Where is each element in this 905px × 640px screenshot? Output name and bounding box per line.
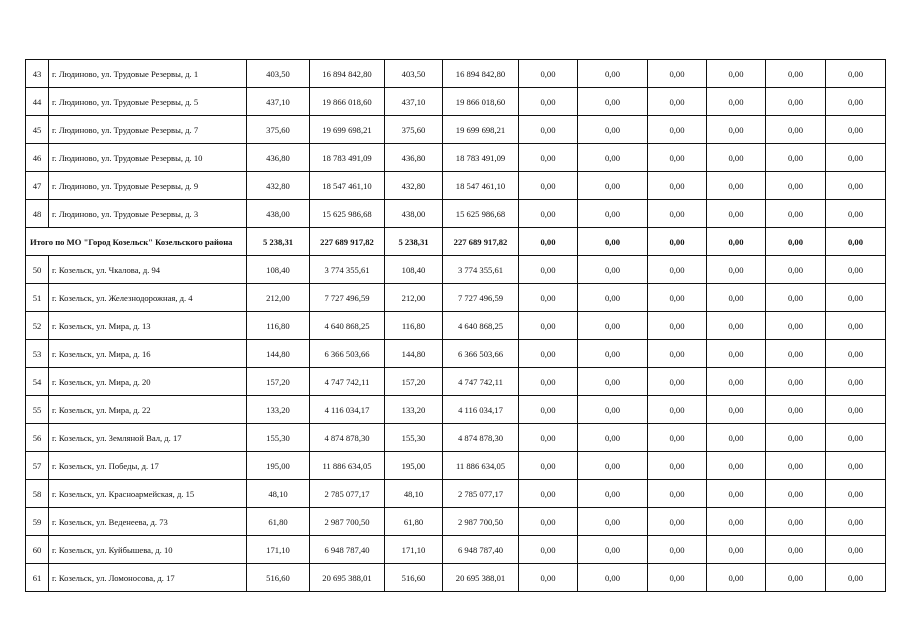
value-cell: 516,60: [385, 564, 443, 592]
value-cell: 19 699 698,21: [443, 116, 519, 144]
value-cell: 4 874 878,30: [443, 424, 519, 452]
value-cell: 0,00: [707, 88, 766, 116]
value-cell: 0,00: [766, 536, 826, 564]
value-cell: 7 727 496,59: [443, 284, 519, 312]
value-cell: 0,00: [766, 564, 826, 592]
row-number-cell: 58: [26, 480, 49, 508]
value-cell: 0,00: [648, 452, 707, 480]
value-cell: 19 866 018,60: [443, 88, 519, 116]
value-cell: 375,60: [385, 116, 443, 144]
value-cell: 0,00: [648, 88, 707, 116]
value-cell: 0,00: [578, 564, 648, 592]
value-cell: 0,00: [707, 536, 766, 564]
value-cell: 0,00: [707, 116, 766, 144]
value-cell: 0,00: [578, 60, 648, 88]
value-cell: 48,10: [247, 480, 310, 508]
value-cell: 3 774 355,61: [310, 256, 385, 284]
value-cell: 0,00: [766, 368, 826, 396]
table-row: [26, 340, 886, 368]
value-cell: 0,00: [766, 508, 826, 536]
value-cell: 48,10: [385, 480, 443, 508]
value-cell: 144,80: [247, 340, 310, 368]
value-cell: 436,80: [385, 144, 443, 172]
address-cell: г. Козельск, ул. Куйбышева, д. 10: [49, 536, 247, 564]
value-cell: 155,30: [385, 424, 443, 452]
value-cell: 0,00: [519, 60, 578, 88]
value-cell: 0,00: [578, 368, 648, 396]
value-cell: 0,00: [826, 172, 886, 200]
address-cell: г. Людиново, ул. Трудовые Резервы, д. 7: [49, 116, 247, 144]
value-cell: 2 785 077,17: [310, 480, 385, 508]
value-cell: 0,00: [766, 172, 826, 200]
row-number-cell: 60: [26, 536, 49, 564]
value-cell: 108,40: [247, 256, 310, 284]
value-cell: 0,00: [766, 312, 826, 340]
value-cell: 0,00: [707, 368, 766, 396]
table-row: [26, 144, 886, 172]
value-cell: 0,00: [648, 536, 707, 564]
value-cell: 0,00: [578, 340, 648, 368]
value-cell: 0,00: [648, 60, 707, 88]
value-cell: 4 116 034,17: [443, 396, 519, 424]
value-cell: 0,00: [707, 340, 766, 368]
value-cell: 0,00: [648, 144, 707, 172]
value-cell: 0,00: [707, 480, 766, 508]
value-cell: 227 689 917,82: [443, 228, 519, 256]
address-cell: г. Козельск, ул. Мира, д. 22: [49, 396, 247, 424]
value-cell: 0,00: [519, 536, 578, 564]
row-number-cell: 59: [26, 508, 49, 536]
value-cell: 0,00: [648, 368, 707, 396]
value-cell: 0,00: [826, 536, 886, 564]
value-cell: 0,00: [707, 60, 766, 88]
table-row: [26, 564, 886, 592]
value-cell: 116,80: [385, 312, 443, 340]
table-row: [26, 368, 886, 396]
address-cell: г. Козельск, ул. Мира, д. 16: [49, 340, 247, 368]
value-cell: 157,20: [385, 368, 443, 396]
value-cell: 0,00: [766, 452, 826, 480]
value-cell: 0,00: [648, 256, 707, 284]
value-cell: 0,00: [648, 228, 707, 256]
value-cell: 15 625 986,68: [310, 200, 385, 228]
value-cell: 0,00: [519, 172, 578, 200]
value-cell: 0,00: [519, 284, 578, 312]
address-cell: г. Козельск, ул. Красноармейская, д. 15: [49, 480, 247, 508]
value-cell: 516,60: [247, 564, 310, 592]
row-number-cell: 46: [26, 144, 49, 172]
value-cell: 0,00: [648, 396, 707, 424]
value-cell: 0,00: [826, 564, 886, 592]
table-row: [26, 424, 886, 452]
table-row: [26, 536, 886, 564]
value-cell: 0,00: [519, 116, 578, 144]
value-cell: 171,10: [247, 536, 310, 564]
value-cell: 0,00: [766, 144, 826, 172]
value-cell: 0,00: [826, 200, 886, 228]
value-cell: 18 783 491,09: [310, 144, 385, 172]
value-cell: 0,00: [707, 172, 766, 200]
row-number-cell: 56: [26, 424, 49, 452]
value-cell: 0,00: [707, 564, 766, 592]
table-row: [26, 508, 886, 536]
table-total-row: [26, 228, 886, 256]
value-cell: 0,00: [826, 116, 886, 144]
value-cell: 0,00: [766, 88, 826, 116]
value-cell: 0,00: [648, 480, 707, 508]
table-row: [26, 200, 886, 228]
value-cell: 0,00: [766, 284, 826, 312]
value-cell: 20 695 388,01: [443, 564, 519, 592]
address-cell: г. Людиново, ул. Трудовые Резервы, д. 10: [49, 144, 247, 172]
table-row: [26, 284, 886, 312]
address-cell: г. Людиново, ул. Трудовые Резервы, д. 5: [49, 88, 247, 116]
value-cell: 4 747 742,11: [310, 368, 385, 396]
value-cell: 0,00: [519, 396, 578, 424]
value-cell: 0,00: [766, 200, 826, 228]
table-body: [26, 60, 886, 592]
value-cell: 403,50: [247, 60, 310, 88]
row-number-cell: 43: [26, 60, 49, 88]
value-cell: 375,60: [247, 116, 310, 144]
value-cell: 0,00: [578, 480, 648, 508]
value-cell: 0,00: [826, 88, 886, 116]
value-cell: 438,00: [385, 200, 443, 228]
value-cell: 0,00: [766, 60, 826, 88]
value-cell: 171,10: [385, 536, 443, 564]
value-cell: 0,00: [578, 88, 648, 116]
value-cell: 0,00: [826, 368, 886, 396]
table-row: [26, 116, 886, 144]
value-cell: 0,00: [648, 200, 707, 228]
value-cell: 0,00: [707, 508, 766, 536]
value-cell: 0,00: [826, 508, 886, 536]
table-row: [26, 256, 886, 284]
value-cell: 0,00: [826, 312, 886, 340]
table-row: [26, 396, 886, 424]
value-cell: 144,80: [385, 340, 443, 368]
value-cell: 11 886 634,05: [443, 452, 519, 480]
value-cell: 6 366 503,66: [310, 340, 385, 368]
value-cell: 155,30: [247, 424, 310, 452]
table-row: [26, 452, 886, 480]
value-cell: 2 987 700,50: [310, 508, 385, 536]
value-cell: 0,00: [578, 172, 648, 200]
value-cell: 0,00: [519, 452, 578, 480]
value-cell: 15 625 986,68: [443, 200, 519, 228]
value-cell: 4 640 868,25: [443, 312, 519, 340]
table-row: [26, 60, 886, 88]
value-cell: 5 238,31: [247, 228, 310, 256]
value-cell: 195,00: [247, 452, 310, 480]
value-cell: 0,00: [648, 564, 707, 592]
table-row: [26, 480, 886, 508]
address-cell: г. Козельск, ул. Ломоносова, д. 17: [49, 564, 247, 592]
value-cell: 0,00: [578, 284, 648, 312]
address-cell: г. Козельск, ул. Победы, д. 17: [49, 452, 247, 480]
value-cell: 0,00: [826, 424, 886, 452]
value-cell: 0,00: [707, 424, 766, 452]
value-cell: 0,00: [707, 228, 766, 256]
value-cell: 133,20: [247, 396, 310, 424]
value-cell: 20 695 388,01: [310, 564, 385, 592]
value-cell: 438,00: [247, 200, 310, 228]
value-cell: 0,00: [519, 424, 578, 452]
value-cell: 0,00: [519, 564, 578, 592]
value-cell: 0,00: [578, 424, 648, 452]
value-cell: 432,80: [247, 172, 310, 200]
row-number-cell: 55: [26, 396, 49, 424]
value-cell: 0,00: [578, 536, 648, 564]
value-cell: 0,00: [648, 424, 707, 452]
value-cell: 18 547 461,10: [443, 172, 519, 200]
value-cell: 6 948 787,40: [443, 536, 519, 564]
value-cell: 2 785 077,17: [443, 480, 519, 508]
address-cell: г. Козельск, ул. Железнодорожная, д. 4: [49, 284, 247, 312]
value-cell: 0,00: [826, 256, 886, 284]
value-cell: 0,00: [578, 312, 648, 340]
value-cell: 4 747 742,11: [443, 368, 519, 396]
row-number-cell: 57: [26, 452, 49, 480]
value-cell: 116,80: [247, 312, 310, 340]
value-cell: 0,00: [707, 312, 766, 340]
value-cell: 0,00: [648, 312, 707, 340]
value-cell: 0,00: [519, 200, 578, 228]
value-cell: 432,80: [385, 172, 443, 200]
value-cell: 0,00: [826, 284, 886, 312]
value-cell: 195,00: [385, 452, 443, 480]
value-cell: 0,00: [707, 284, 766, 312]
value-cell: 0,00: [578, 200, 648, 228]
value-cell: 3 774 355,61: [443, 256, 519, 284]
address-cell: г. Козельск, ул. Чкалова, д. 94: [49, 256, 247, 284]
value-cell: 0,00: [826, 480, 886, 508]
value-cell: 16 894 842,80: [310, 60, 385, 88]
value-cell: 0,00: [707, 452, 766, 480]
value-cell: 7 727 496,59: [310, 284, 385, 312]
value-cell: 436,80: [247, 144, 310, 172]
value-cell: 61,80: [247, 508, 310, 536]
row-number-cell: 61: [26, 564, 49, 592]
value-cell: 0,00: [707, 200, 766, 228]
value-cell: 0,00: [707, 144, 766, 172]
address-cell: г. Людиново, ул. Трудовые Резервы, д. 3: [49, 200, 247, 228]
value-cell: 0,00: [578, 116, 648, 144]
value-cell: 0,00: [826, 60, 886, 88]
value-cell: 2 987 700,50: [443, 508, 519, 536]
value-cell: 0,00: [766, 424, 826, 452]
value-cell: 0,00: [766, 480, 826, 508]
value-cell: 0,00: [826, 144, 886, 172]
address-cell: г. Козельск, ул. Мира, д. 20: [49, 368, 247, 396]
row-number-cell: 53: [26, 340, 49, 368]
value-cell: 0,00: [648, 508, 707, 536]
row-number-cell: 52: [26, 312, 49, 340]
value-cell: 18 783 491,09: [443, 144, 519, 172]
value-cell: 6 366 503,66: [443, 340, 519, 368]
value-cell: 212,00: [247, 284, 310, 312]
address-cell: г. Козельск, ул. Земляной Вал, д. 17: [49, 424, 247, 452]
value-cell: 5 238,31: [385, 228, 443, 256]
address-cell: г. Людиново, ул. Трудовые Резервы, д. 1: [49, 60, 247, 88]
row-number-cell: 44: [26, 88, 49, 116]
address-cell: г. Козельск, ул. Мира, д. 13: [49, 312, 247, 340]
value-cell: 0,00: [578, 144, 648, 172]
value-cell: 16 894 842,80: [443, 60, 519, 88]
value-cell: 0,00: [519, 508, 578, 536]
value-cell: 0,00: [519, 480, 578, 508]
value-cell: 0,00: [578, 508, 648, 536]
total-title-cell: Итого по МО "Город Козельск" Козельского района: [26, 228, 247, 256]
value-cell: 0,00: [648, 284, 707, 312]
row-number-cell: 50: [26, 256, 49, 284]
value-cell: 133,20: [385, 396, 443, 424]
value-cell: 0,00: [766, 228, 826, 256]
value-cell: 61,80: [385, 508, 443, 536]
table-row: [26, 88, 886, 116]
value-cell: 108,40: [385, 256, 443, 284]
value-cell: 227 689 917,82: [310, 228, 385, 256]
value-cell: 0,00: [519, 144, 578, 172]
value-cell: 0,00: [519, 312, 578, 340]
value-cell: 0,00: [766, 116, 826, 144]
value-cell: 437,10: [385, 88, 443, 116]
table-row: [26, 312, 886, 340]
value-cell: 4 640 868,25: [310, 312, 385, 340]
row-number-cell: 48: [26, 200, 49, 228]
value-cell: 0,00: [648, 172, 707, 200]
value-cell: 4 874 878,30: [310, 424, 385, 452]
value-cell: 0,00: [578, 228, 648, 256]
value-cell: 403,50: [385, 60, 443, 88]
value-cell: 0,00: [519, 88, 578, 116]
value-cell: 0,00: [519, 256, 578, 284]
housing-table: [25, 59, 886, 592]
row-number-cell: 54: [26, 368, 49, 396]
value-cell: 0,00: [519, 228, 578, 256]
row-number-cell: 45: [26, 116, 49, 144]
value-cell: 0,00: [578, 256, 648, 284]
table-row: [26, 172, 886, 200]
row-number-cell: 47: [26, 172, 49, 200]
value-cell: 6 948 787,40: [310, 536, 385, 564]
value-cell: 0,00: [826, 452, 886, 480]
value-cell: 212,00: [385, 284, 443, 312]
value-cell: 0,00: [707, 396, 766, 424]
row-number-cell: 51: [26, 284, 49, 312]
value-cell: 0,00: [578, 452, 648, 480]
value-cell: 19 699 698,21: [310, 116, 385, 144]
value-cell: 18 547 461,10: [310, 172, 385, 200]
value-cell: 0,00: [707, 256, 766, 284]
value-cell: 0,00: [766, 396, 826, 424]
value-cell: 0,00: [519, 340, 578, 368]
value-cell: 437,10: [247, 88, 310, 116]
value-cell: 0,00: [826, 340, 886, 368]
value-cell: 11 886 634,05: [310, 452, 385, 480]
value-cell: 0,00: [519, 368, 578, 396]
value-cell: 0,00: [648, 340, 707, 368]
address-cell: г. Людиново, ул. Трудовые Резервы, д. 9: [49, 172, 247, 200]
address-cell: г. Козельск, ул. Веденеева, д. 73: [49, 508, 247, 536]
value-cell: 0,00: [766, 340, 826, 368]
value-cell: 157,20: [247, 368, 310, 396]
value-cell: 19 866 018,60: [310, 88, 385, 116]
value-cell: 0,00: [648, 116, 707, 144]
value-cell: 0,00: [766, 256, 826, 284]
value-cell: 4 116 034,17: [310, 396, 385, 424]
value-cell: 0,00: [826, 228, 886, 256]
value-cell: 0,00: [578, 396, 648, 424]
value-cell: 0,00: [826, 396, 886, 424]
